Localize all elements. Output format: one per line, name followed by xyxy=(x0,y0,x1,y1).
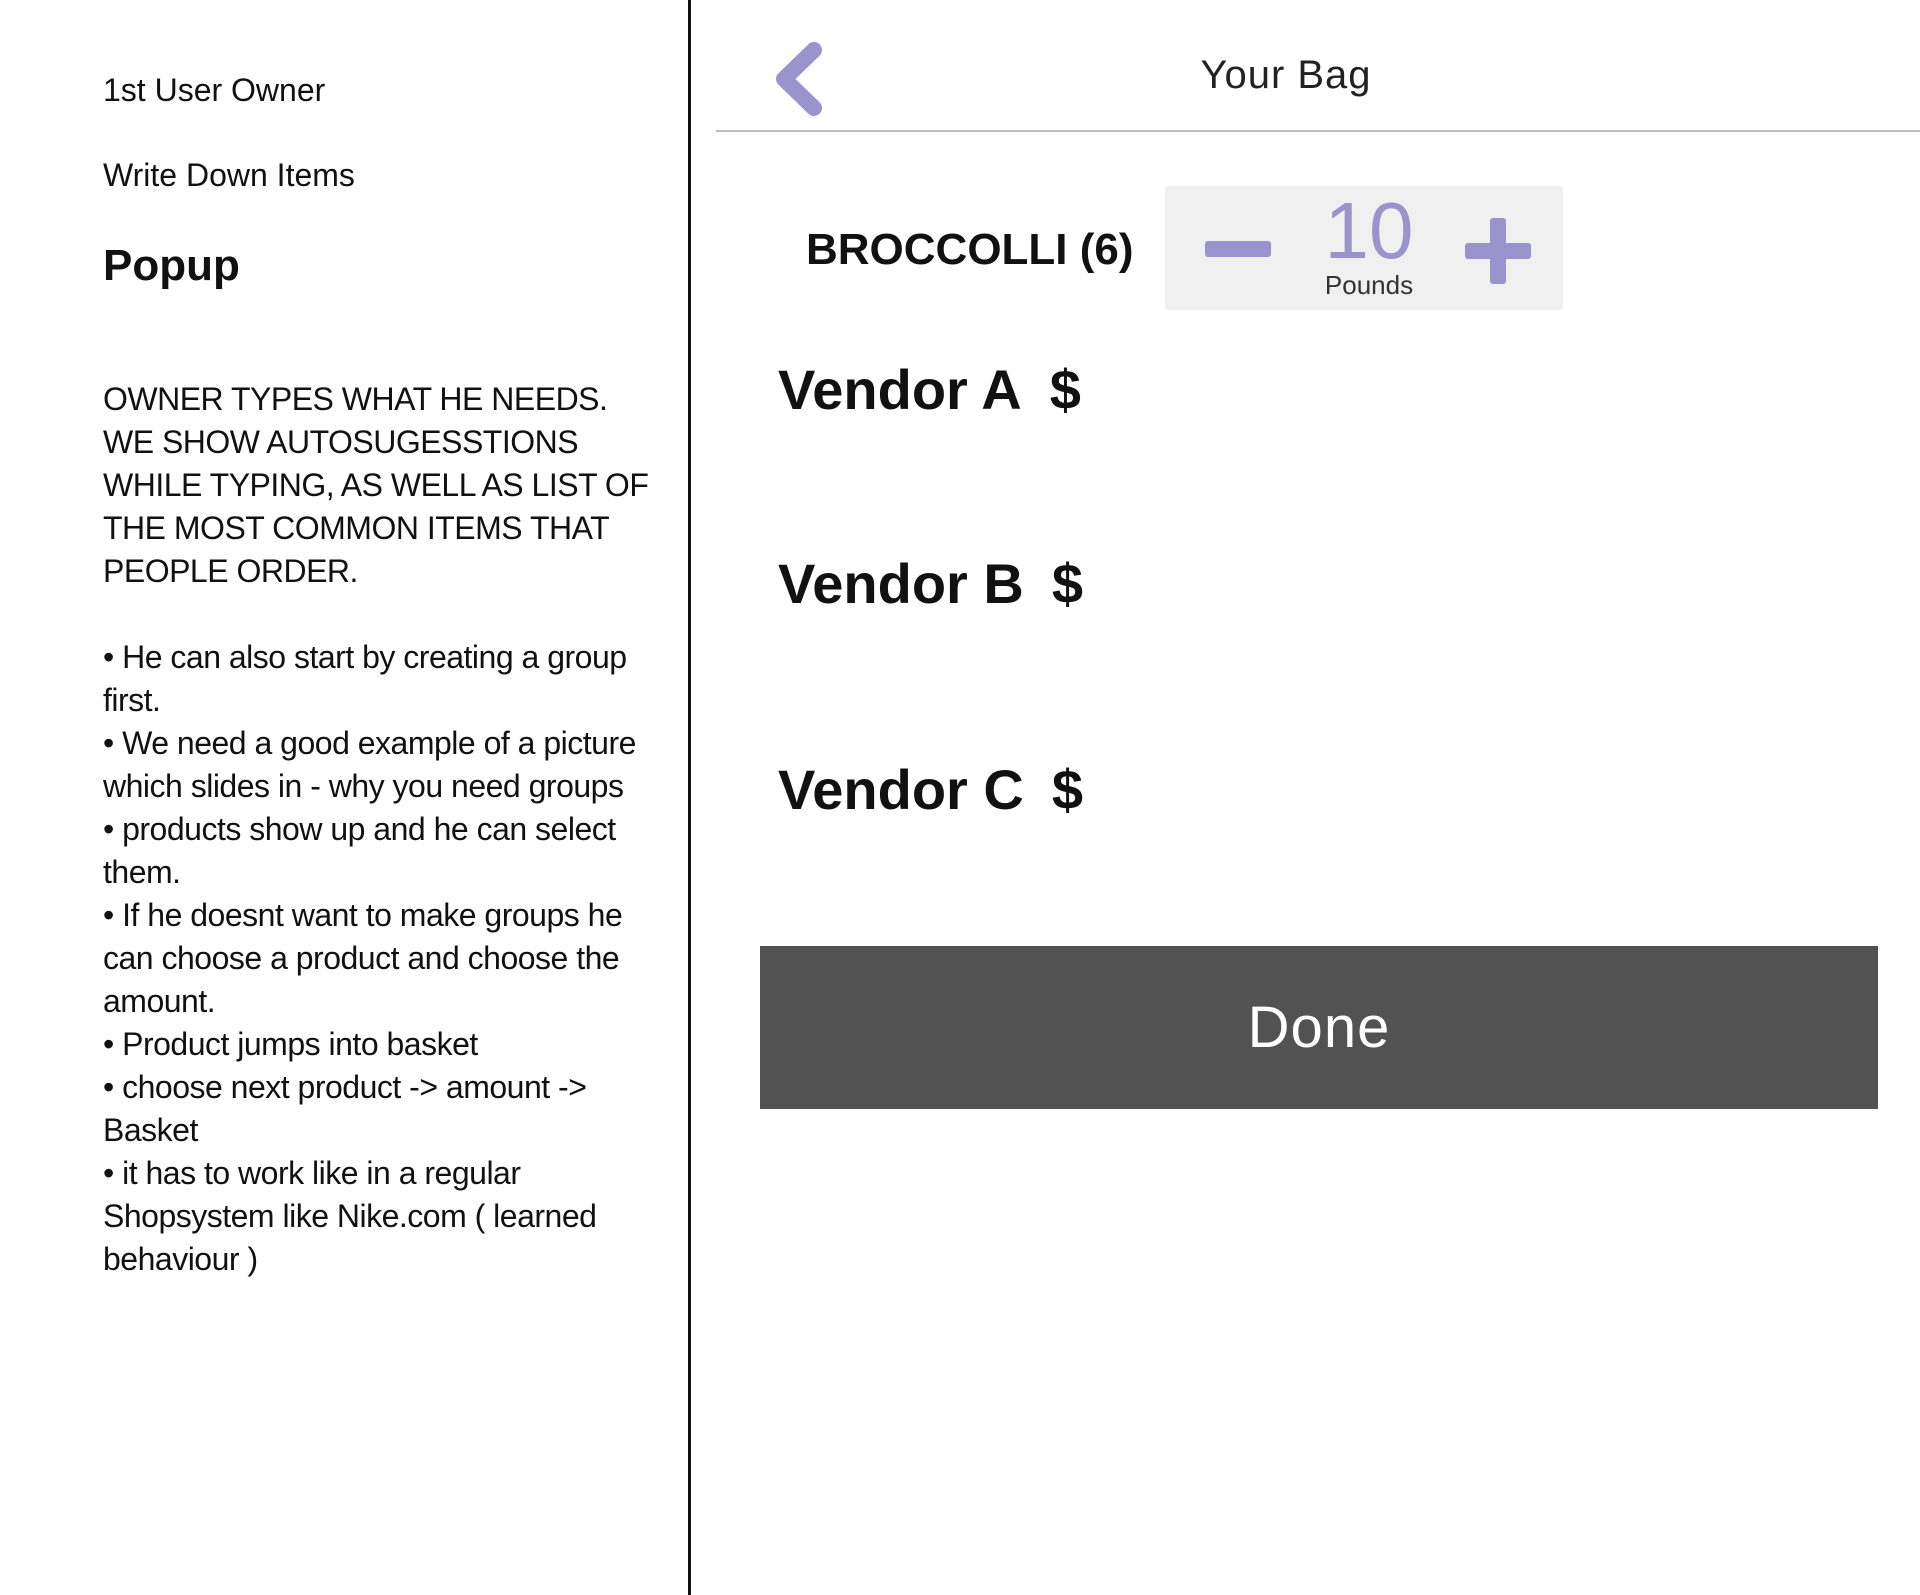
plus-icon[interactable] xyxy=(1465,218,1531,284)
panel-divider xyxy=(688,0,691,1595)
vendor-option-b[interactable] xyxy=(778,552,1083,616)
screen-name: 1st User Owner xyxy=(103,72,326,108)
notes-bullet: • He can also start by creating a group first. xyxy=(103,636,663,722)
header-bar xyxy=(716,0,1920,132)
product-row xyxy=(790,186,1870,310)
notes-bullet: • choose next product -> amount -> Basket xyxy=(103,1066,663,1152)
product-name: BROCCOLLI (6) xyxy=(806,225,1134,274)
vendor-name: Vendor A xyxy=(778,358,1022,421)
page-title: Your Bag xyxy=(1200,53,1372,97)
notes-description: OWNER TYPES WHAT HE NEEDS. WE SHOW AUTOSUGESSTIONS WHILE TYPING, AS WELL AS LIST OF THE MOST COMMON ITEMS THAT PEOPLE ORDER. xyxy=(103,381,649,589)
notes-bullet: • We need a good example of a picture which slides in - why you need groups xyxy=(103,722,663,808)
quantity-stepper xyxy=(1165,186,1563,310)
notes-bullet: • it has to work like in a regular Shopsystem like Nike.com ( learned behaviour ) xyxy=(103,1152,663,1281)
popup-title: Popup xyxy=(103,241,240,290)
notes-bullet: • Product jumps into basket xyxy=(103,1023,663,1066)
app-screen xyxy=(716,0,1920,1595)
notes-panel xyxy=(103,70,663,1281)
notes-bullet: • products show up and he can select them. xyxy=(103,808,663,894)
notes-bullets xyxy=(103,636,663,1281)
done-button[interactable]: Done xyxy=(760,946,1878,1109)
vendor-price: $ xyxy=(1051,552,1083,615)
vendor-price: $ xyxy=(1049,358,1081,421)
flow-name: Write Down Items xyxy=(103,157,355,193)
minus-icon[interactable] xyxy=(1205,241,1271,257)
quantity-unit: Pounds xyxy=(1324,270,1414,300)
vendor-name: Vendor C xyxy=(778,758,1024,821)
vendor-price: $ xyxy=(1051,758,1083,821)
plus-icon-vertical xyxy=(1490,218,1506,284)
vendor-option-c[interactable] xyxy=(778,758,1083,822)
vendor-option-a[interactable] xyxy=(778,358,1081,422)
quantity-value: 10 xyxy=(1324,186,1414,275)
vendor-name: Vendor B xyxy=(778,552,1024,615)
notes-bullet: • If he doesnt want to make groups he can choose a product and choose the amount. xyxy=(103,894,663,1023)
